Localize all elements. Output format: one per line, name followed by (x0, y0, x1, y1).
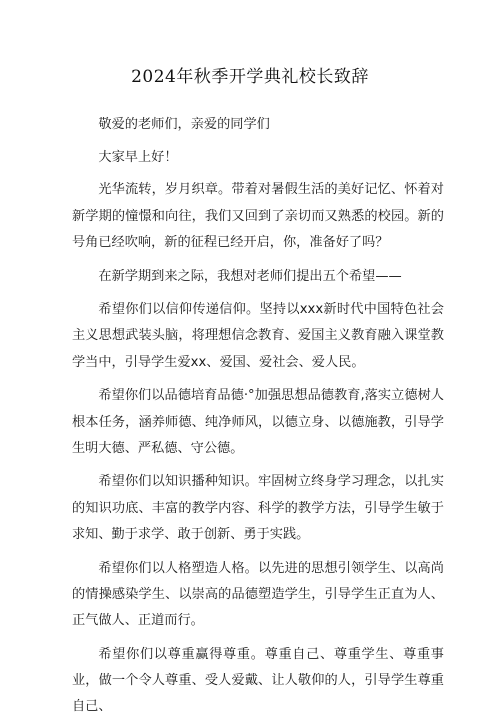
hope-paragraph-3: 希望你们以知识播种知识。牢固树立终身学习理念，以扎实的知识功底、丰富的教学内容、科学的教学方法，引导学生敏于求知、勤于求学、敢于创新、勇于实践。 (72, 474, 444, 542)
hope-paragraph-4: 希望你们以人格塑造人格。以先进的思想引领学生、以高尚的情操感染学生、以崇高的品德塑造学生，引导学生正直为人、正气做人、正道而行。 (72, 560, 444, 628)
document-body (72, 112, 444, 728)
greeting-paragraph: 大家早上好！ (98, 149, 178, 165)
hope-paragraph-1: 希望你们以信仰传递信仰。坚持以xxx新时代中国特色社会主义思想武装头脑，将理想信念教育、爱国主义教育融入课堂教学当中，引导学生爱xx、爱国、爱社会、爱人民。 (72, 302, 444, 370)
hope-paragraph-5: 希望你们以尊重赢得尊重。尊重自己、尊重学生、尊重事业，做一个令人尊重、受人爱戴、让人敬仰的人，引导学生尊重自己、 (72, 646, 444, 715)
salutation-paragraph: 敬爱的老师们，亲爱的同学们 (98, 117, 270, 132)
document-title: 2024年秋季开学典礼校长致辞 (131, 67, 369, 87)
hope-paragraph-2: 希望你们以品德培育品德·°加强思想品德教育,落实立德树人根本任务，涵养师德、纯净师风，以德立身、以德施教，引导学生明大德、严私德、守公德。 (72, 388, 444, 456)
opening-paragraph: 光华流转，岁月织章。带着对暑假生活的美好记忆、怀着对新学期的憧憬和向往，我们又回到了亲切而又熟悉的校园。新的号角已经吹响，新的征程已经开启，你，准备好了吗？ (72, 182, 444, 250)
intro-paragraph: 在新学期到来之际，我想对老师们提出五个希望—— (98, 268, 402, 284)
